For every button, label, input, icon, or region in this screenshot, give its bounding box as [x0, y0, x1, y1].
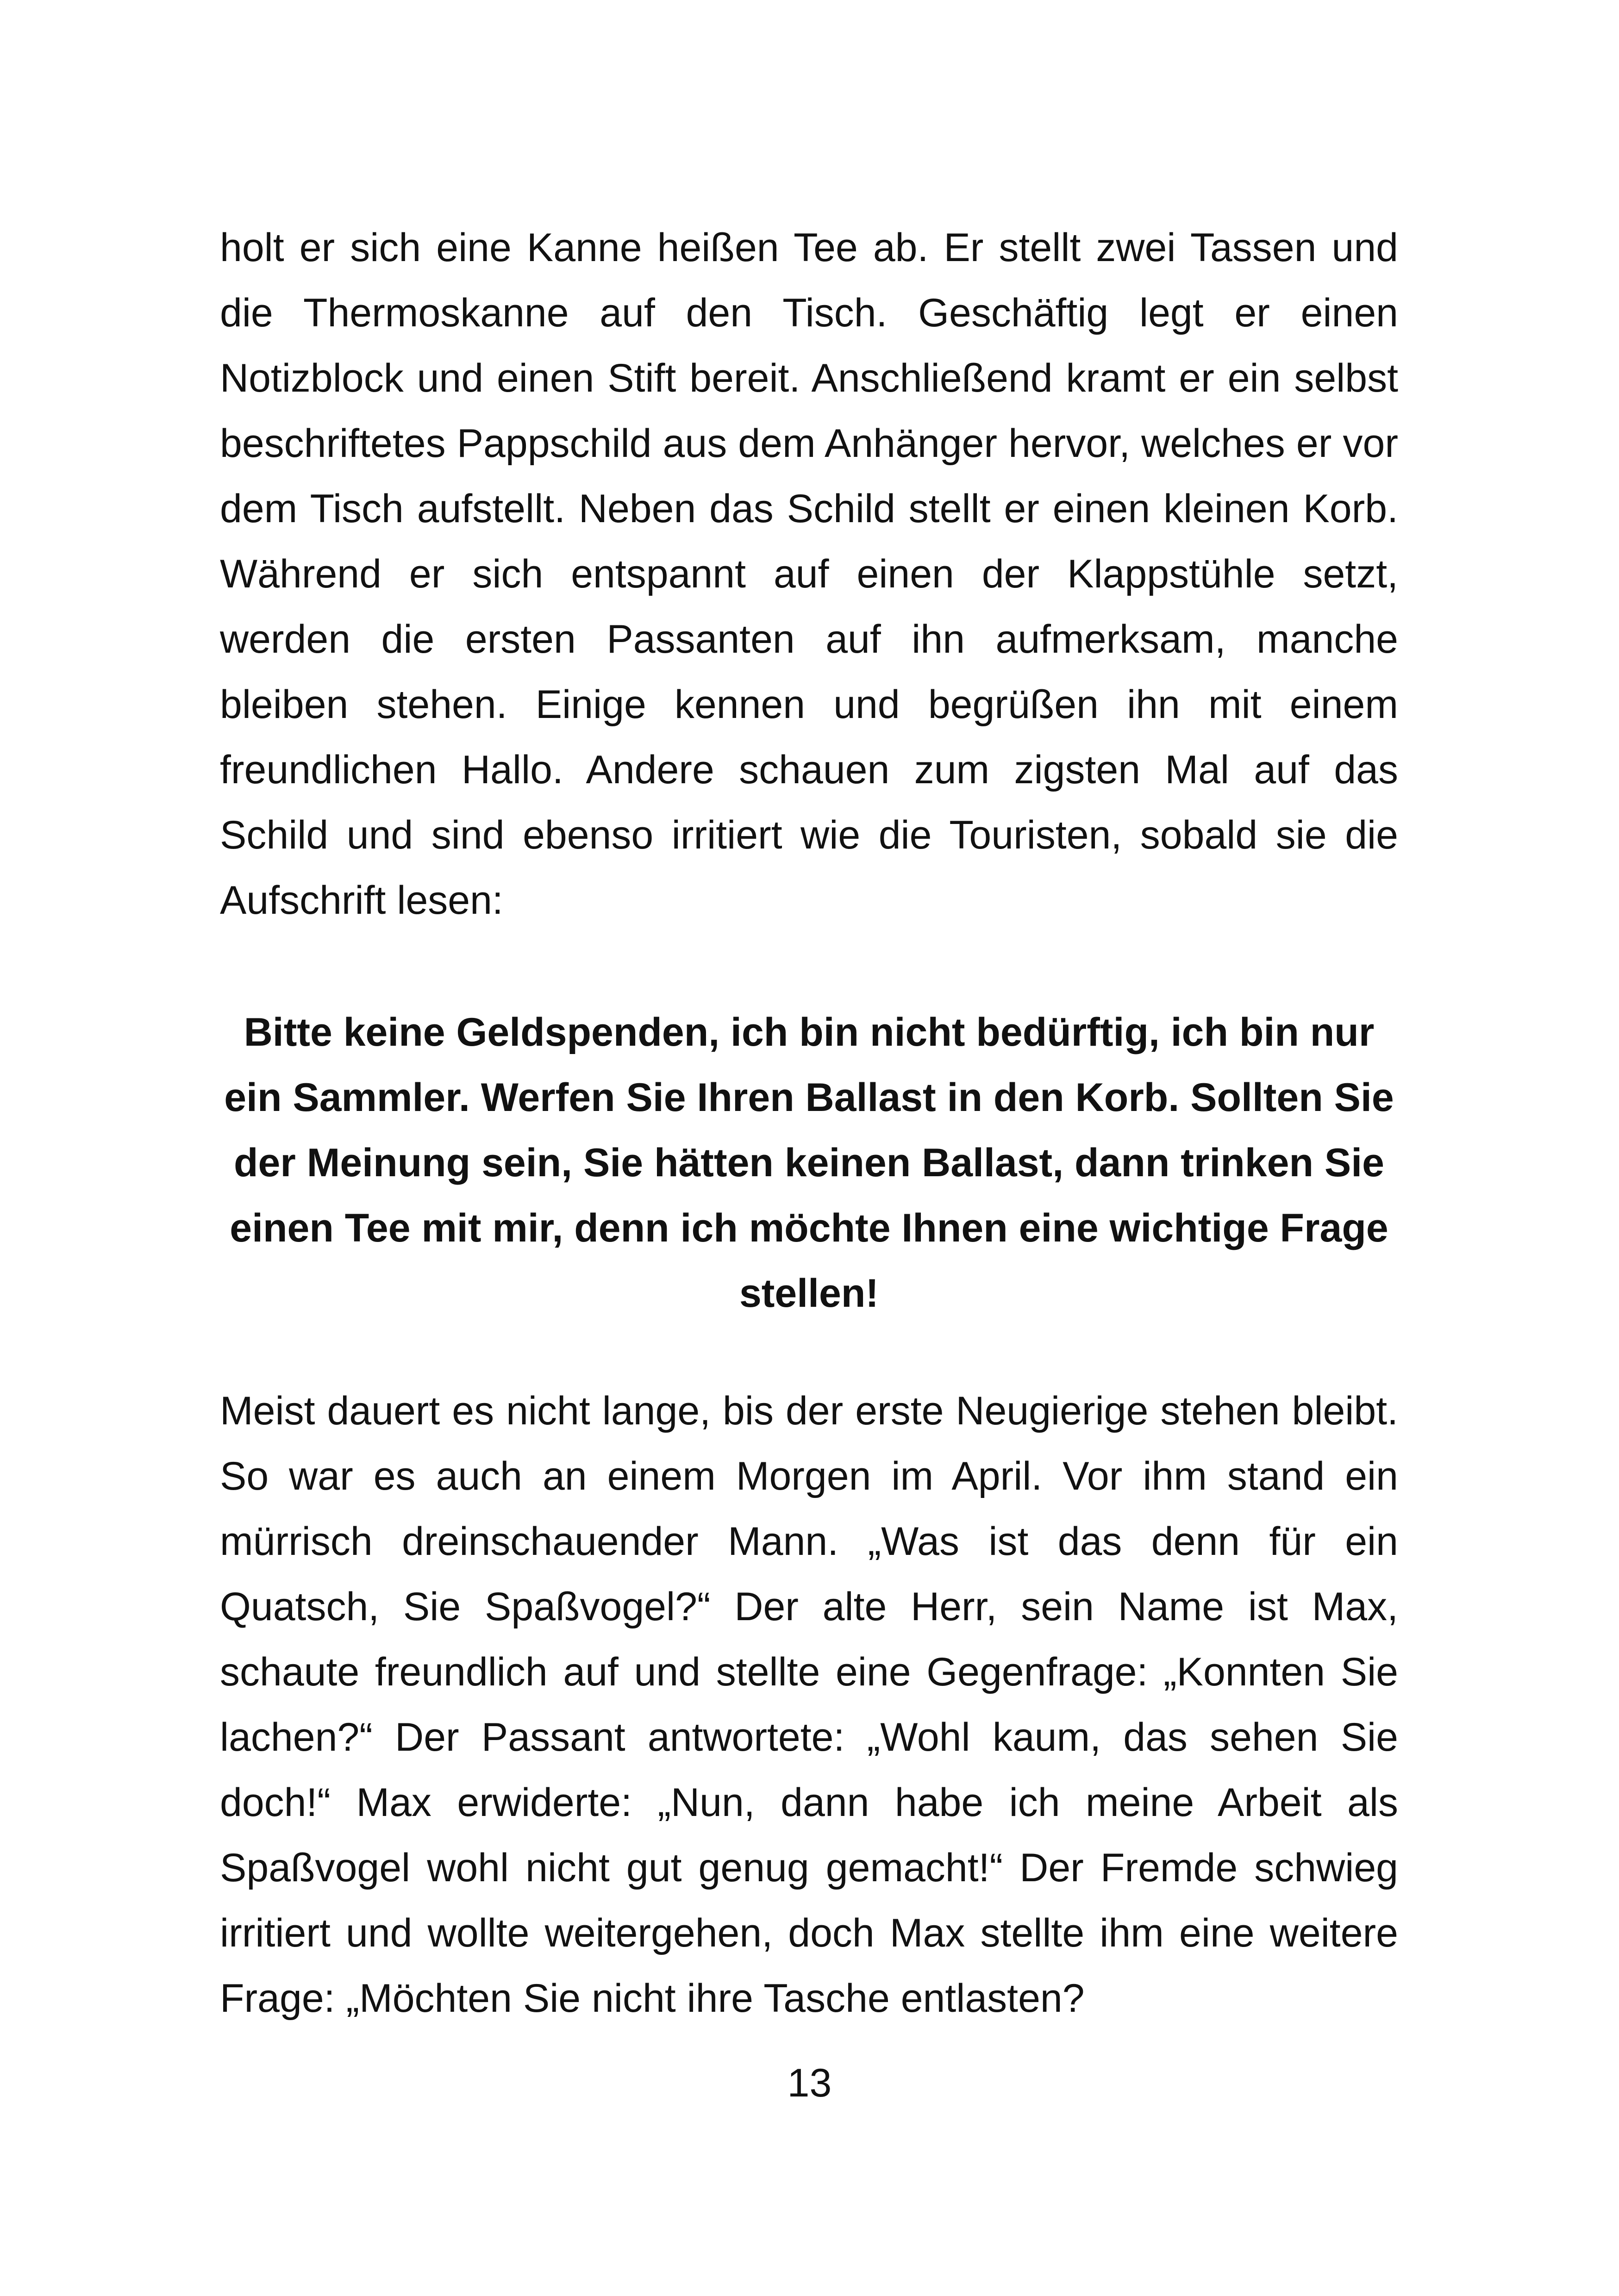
- page-number: 13: [787, 2061, 832, 2105]
- paragraph-dialogue: Meist dauert es nicht lange, bis der erste Neugierige stehen bleibt. So war es auch an einem Morgen im April. Vor ihm stand ein mürrisch dreinschauender Mann. „Was ist das denn für ein Quatsch, Sie Spaßvogel?“ Der alte Herr, sein Name ist Max, schaute freundlich auf und stellte eine Gegenfrage: „Konnten Sie lachen?“ Der Passant antwortete: „Wohl kaum, das sehen Sie doch!“ Max erwiderte: „Nun, dann habe ich meine Arbeit als Spaßvogel wohl nicht gut genug gemacht!“ Der Fremde schwieg irritiert und wollte weitergehen, doch Max stellte ihm eine weitere Frage: „Möchten Sie nicht ihre Tasche entlasten?: [220, 1389, 1398, 2021]
- sign-inscription: Bitte keine Geldspenden, ich bin nicht bedürftig, ich bin nur ein Sammler. Werfen Sie Ihren Ballast in den Korb. Sollten Sie der Meinung sein, Sie hätten keinen Ballast, dann trinken Sie einen Tee mit mir, denn ich möchte Ihnen eine wichtige Frage stellen!: [224, 1010, 1394, 1316]
- paragraph-opening: holt er sich eine Kanne heißen Tee ab. Er stellt zwei Tassen und die Thermoskanne auf den Tisch. Geschäftig legt er einen Notizblock und einen Stift bereit. Anschließend kramt er ein selbst beschriftetes Pappschild aus dem Anhänger hervor, welches er vor dem Tisch aufstellt. Neben das Schild stellt er einen kleinen Korb. Während er sich entspannt auf einen der Klappstühle setzt, werden die ersten Passanten auf ihn aufmerksam, manche bleiben stehen. Einige kennen und begrüßen ihn mit einem freundlichen Hallo. Andere schauen zum zigsten Mal auf das Schild und sind ebenso irritiert wie die Touristen, sobald sie die Aufschrift lesen:: [220, 225, 1398, 923]
